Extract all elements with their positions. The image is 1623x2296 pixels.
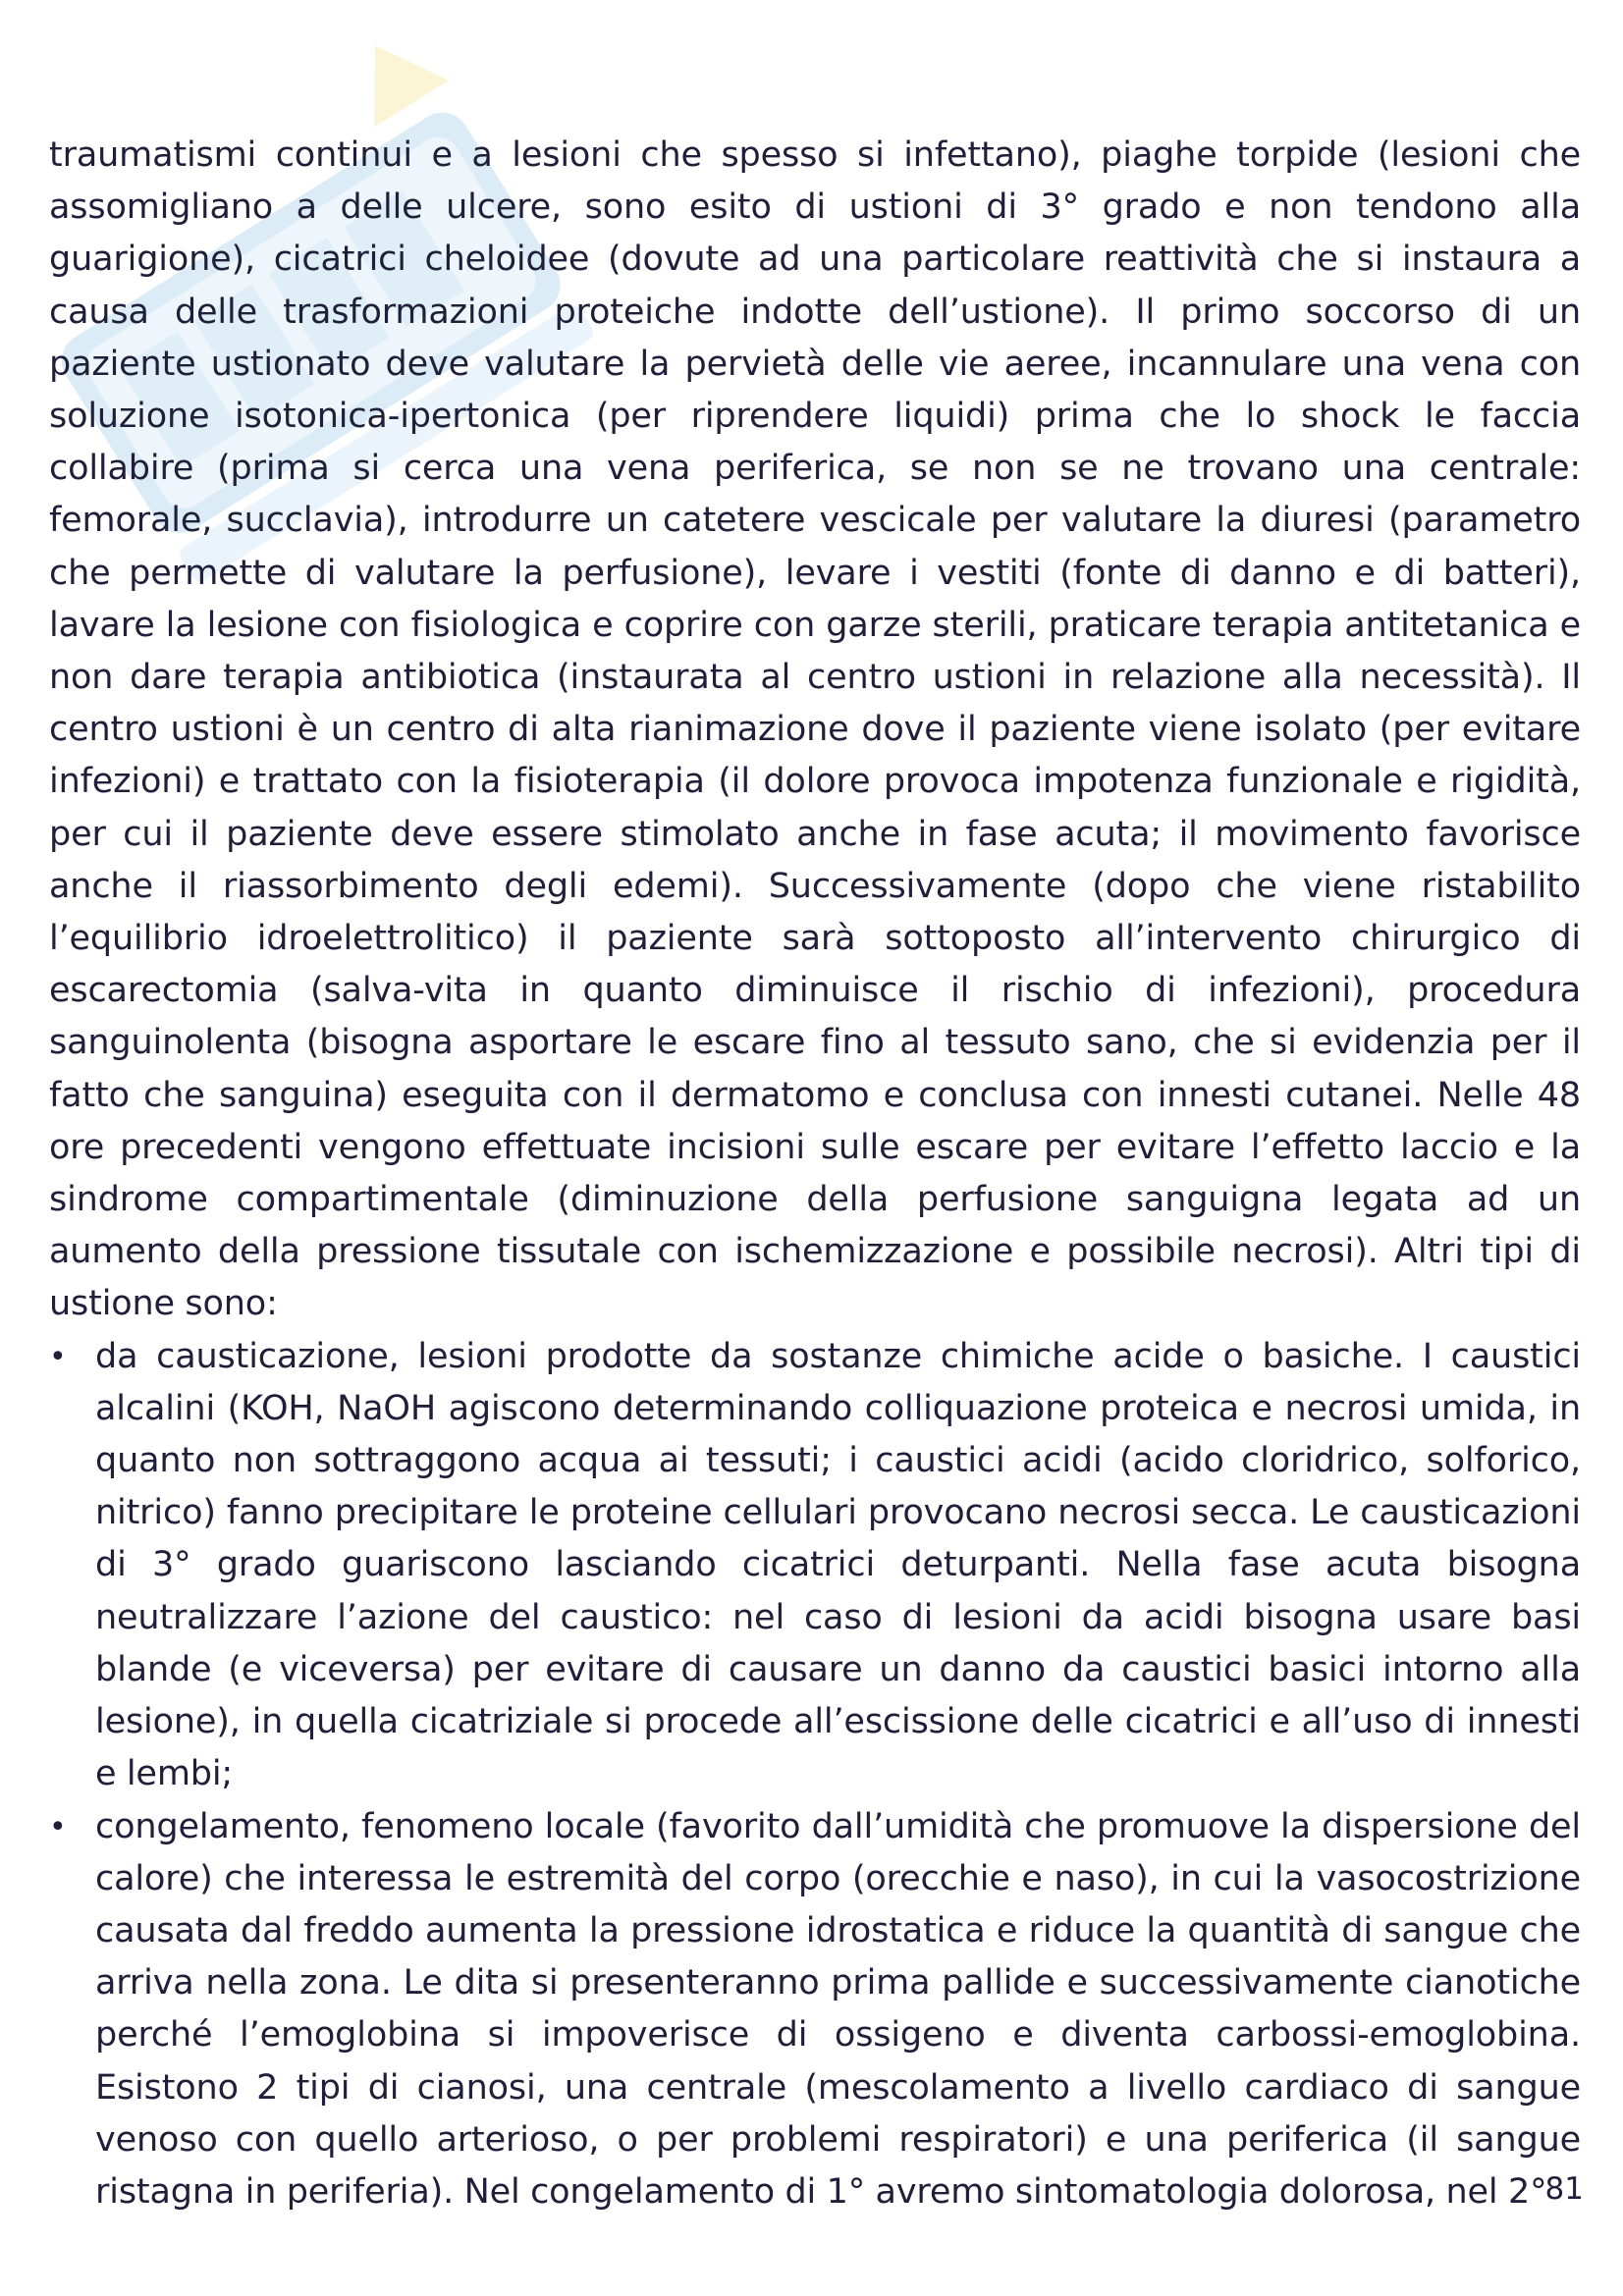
list-item [49,1331,1581,1801]
list-item [49,1801,1581,2219]
list-item-text: da causticazione, lesioni prodotte da sostanze chimiche acide o basiche. I caustici alcalini (KOH, NaOH agiscono determinando colliquazione proteica e necrosi umida, in quanto non sottraggono acqua ai tessuti; i caustici acidi (acido cloridrico, solforico, nitrico) fanno precipitare le proteine cellulari provocano necrosi secca. Le causticazioni di 3° grado guariscono lasciando cicatrici deturpanti. Nella fase acuta bisogna neutralizzare l’azione del caustico: nel caso di lesioni da acidi bisogna usare basi blande (e viceversa) per evitare di causare un danno da caustici basici intorno alla lesione), in quella cicatriziale si procede all’escissione delle cicatrici e all’uso di innesti e lembi; [95,1336,1581,1794]
bullet-icon: • [49,1339,67,1374]
bullet-icon: • [49,1809,67,1844]
page-number: 81 [1544,2171,1584,2207]
body-paragraph: traumatismi continui e a lesioni che spesso si infettano), piaghe torpide (lesioni che assomigliano a delle ulcere, sono esito di ustioni di 3° grado e non tendono alla guarigione), cicatrici cheloidee (dovute ad una particolare reattività che si instaura a causa delle trasformazioni proteiche indotte dell’ustione). Il primo soccorso di un paziente ustionato deve valutare la pervietà delle vie aeree, incannulare una vena con soluzione isotonica-ipertonica (per riprendere liquidi) prima che lo shock le faccia collabire (prima si cerca una vena periferica, se non se ne trovano una centrale: femorale, succlavia), introdurre un catetere vescicale per valutare la diuresi (parametro che permette di valutare la perfusione), levare i vestiti (fonte di danno e di batteri), lavare la lesione con fisiologica e coprire con garze sterili, praticare terapia antitetanica e non dare terapia antibiotica (instaurata al centro ustioni in relazione alla necessità). Il centro ustioni è un centro di alta rianimazione dove il paziente viene isolato (per evitare infezioni) e trattato con la fisioterapia (il dolore provoca impotenza funzionale e rigidità, per cui il paziente deve essere stimolato anche in fase acuta; il movimento favorisce anche il riassorbimento degli edemi). Successivamente (dopo che viene ristabilito l’equilibrio idroelettrolitico) il paziente sarà sottoposto all’intervento chirurgico di escarectomia (salva-vita in quanto diminuisce il rischio di infezioni), procedura sanguinolenta (bisogna asportare le escare fino al tessuto sano, che si evidenzia per il fatto che sanguina) eseguita con il dermatomo e conclusa con innesti cutanei. Nelle 48 ore precedenti vengono effettuate incisioni sulle escare per evitare l’effetto laccio e la sindrome compartimentale (diminuzione della perfusione sanguigna legata ad un aumento della pressione tissutale con ischemizzazione e possibile necrosi). Altri tipi di ustione sono: [49,135,1581,1324]
ustione-types-list [49,1331,1581,2218]
document-body [49,130,1581,2218]
list-item-text: congelamento, fenomeno locale (favorito dall’umidità che promuove la dispersione del calore) che interessa le estremità del corpo (orecchie e naso), in cui la vasocostrizione causata dal freddo aumenta la pressione idrostatica e riduce la quantità di sangue che arriva nella zona. Le dita si presenteranno prima pallide e successivamente cianotiche perché l’emoglobina si impoverisce di ossigeno e diventa carbossi-emoglobina. Esistono 2 tipi di cianosi, una centrale (mescolamento a livello cardiaco di sangue venoso con quello arterioso, o per problemi respiratori) e una periferica (il sangue ristagna in periferia). Nel congelamento di 1° avremo sintomatologia dolorosa, nel 2° [95,1806,1581,2212]
